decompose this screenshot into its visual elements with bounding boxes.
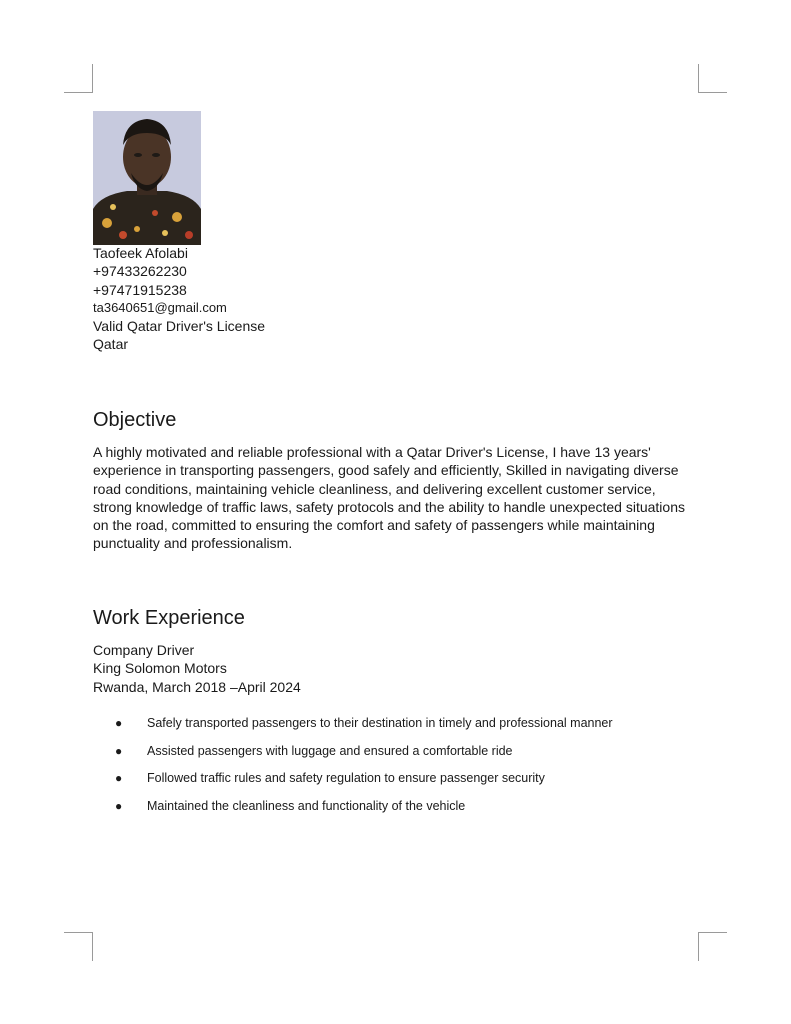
bullet-icon: ● — [115, 743, 123, 758]
job-role: Company Driver — [93, 642, 195, 658]
list-item — [115, 797, 613, 825]
phone-number-primary: +97433262230 — [93, 263, 187, 280]
crop-mark-top-left — [64, 64, 93, 93]
list-item — [115, 769, 613, 797]
job-location-dates: Rwanda, March 2018 –April 2024 — [93, 678, 301, 695]
license-line: Valid Qatar Driver's License — [93, 318, 266, 335]
list-item — [115, 714, 613, 742]
duty-text: Maintained the cleanliness and functionality of the vehicle — [147, 798, 466, 813]
location-line: Qatar — [93, 336, 129, 353]
bullet-icon: ● — [115, 716, 123, 730]
phone-number-secondary: +97471915238 — [93, 281, 187, 298]
crop-mark-top-right — [698, 64, 727, 93]
work-experience-heading: Work Experience — [93, 607, 245, 629]
duty-text: Followed traffic rules and safety regulation to ensure passenger security — [147, 771, 545, 785]
bullet-icon: ● — [115, 771, 123, 785]
objective-paragraph: A highly motivated and reliable professional with a Qatar Driver's License, I have 13 years' experience in transporting passengers, good safely and efficiently, Skilled in navigating diverse road conditions, maintaining vehicle cleanliness, and delivering excellent customer service, strong knowledge of traffic laws, safety protocols and the ability to handle unexpected situations on the road, committed to ensuring the comfort and safety of passengers while maintaining punctuality and professionalism. — [93, 444, 685, 552]
job-company: King Solomon Motors — [93, 660, 227, 677]
crop-mark-bottom-right — [698, 932, 727, 961]
objective-heading: Objective — [93, 409, 177, 431]
contact-block — [93, 244, 265, 354]
list-item — [115, 742, 613, 770]
duty-text: Safely transported passengers to their destination in timely and professional manner — [147, 716, 613, 730]
email-address: ta3640651@gmail.com — [93, 299, 227, 315]
bullet-icon: ● — [115, 798, 123, 813]
profile-photo — [93, 111, 201, 245]
candidate-name: Taofeek Afolabi — [93, 245, 188, 261]
duty-text: Assisted passengers with luggage and ensured a comfortable ride — [147, 743, 513, 758]
job-entry — [93, 641, 301, 696]
crop-mark-bottom-left — [64, 932, 93, 961]
job-duties-list — [115, 714, 613, 824]
